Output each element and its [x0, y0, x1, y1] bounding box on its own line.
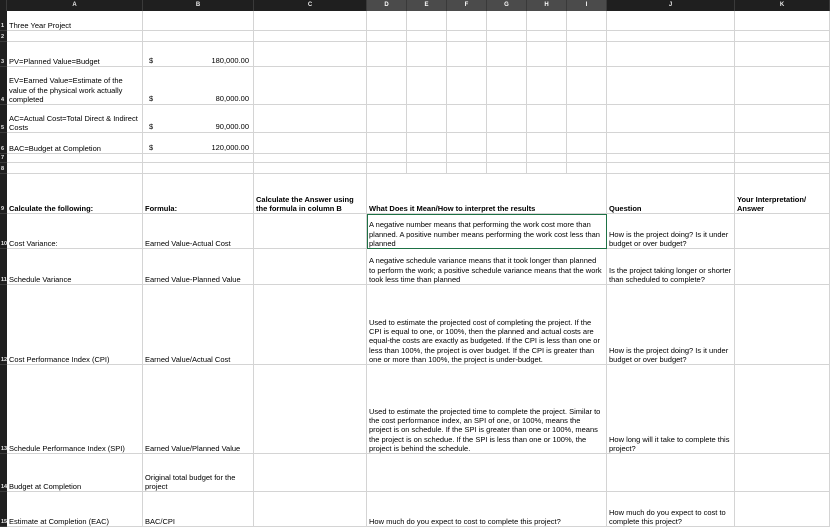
header-calculate[interactable]: Calculate the following:	[7, 174, 143, 214]
empty-cell[interactable]	[7, 154, 143, 163]
empty-cell[interactable]	[607, 163, 735, 174]
empty-cell[interactable]	[527, 31, 567, 42]
cell-b15-formula[interactable]: BAC/CPI	[143, 492, 254, 527]
cell-b10-formula[interactable]: Earned Value-Actual Cost	[143, 214, 254, 249]
cell-k11-answer[interactable]	[735, 249, 830, 285]
empty-cell[interactable]	[447, 133, 487, 154]
cell-j13-question[interactable]: How long will it take to complete this project?	[607, 365, 735, 454]
cell-k13-answer[interactable]	[735, 365, 830, 454]
cell-k14-answer[interactable]	[735, 454, 830, 492]
empty-cell[interactable]	[254, 133, 367, 154]
empty-cell[interactable]	[527, 11, 567, 31]
empty-cell[interactable]	[487, 11, 527, 31]
empty-cell[interactable]	[735, 154, 830, 163]
cell-d13-meaning[interactable]: Used to estimate the projected time to complete the project. Similar to the cost performance index, an SPI of one, or 100%, means the project is on schedule. If the SPI is greater than one or 100%, means the project is on schedue. If the SPI is less than one or 100%, the project is behind the schedule.	[367, 365, 607, 454]
empty-cell[interactable]	[567, 163, 607, 174]
cell-a12-name[interactable]: Cost Performance Index (CPI)	[7, 285, 143, 365]
empty-cell[interactable]	[254, 154, 367, 163]
cell-a10-name[interactable]: Cost Variance:	[7, 214, 143, 249]
empty-cell[interactable]	[567, 11, 607, 31]
cell-d15-meaning[interactable]: How much do you expect to cost to complete this project?	[367, 492, 607, 527]
cell-c15-answer[interactable]	[254, 492, 367, 527]
empty-cell[interactable]	[254, 163, 367, 174]
cell-a14-name[interactable]: Budget at Completion	[7, 454, 143, 492]
empty-cell[interactable]	[567, 154, 607, 163]
cell-b14-formula[interactable]: Original total budget for the project	[143, 454, 254, 492]
cell-c14-answer[interactable]	[254, 454, 367, 492]
col-header-b[interactable]: B	[143, 0, 254, 11]
col-header-e[interactable]: E	[407, 0, 447, 11]
empty-cell[interactable]	[447, 42, 487, 67]
empty-cell[interactable]	[487, 31, 527, 42]
cell-b12-formula[interactable]: Earned Value/Actual Cost	[143, 285, 254, 365]
header-meaning[interactable]: What Does it Mean/How to interpret the results	[367, 174, 607, 214]
empty-cell[interactable]	[735, 133, 830, 154]
empty-cell[interactable]	[487, 42, 527, 67]
empty-cell[interactable]	[607, 133, 735, 154]
empty-cell[interactable]	[367, 154, 407, 163]
col-header-g[interactable]: G	[487, 0, 527, 11]
row-header-6[interactable]: 6	[0, 133, 7, 154]
empty-cell[interactable]	[487, 67, 527, 105]
cell-j15-question[interactable]: How much do you expect to cost to complete this project?	[607, 492, 735, 527]
row-header-8[interactable]: 8	[0, 163, 7, 174]
cell-a5-ac-label[interactable]: AC=Actual Cost=Total Direct & Indirect Costs	[7, 105, 143, 133]
empty-cell[interactable]	[735, 31, 830, 42]
empty-cell[interactable]	[143, 31, 254, 42]
empty-cell[interactable]	[607, 154, 735, 163]
cell-j14-question[interactable]	[607, 454, 735, 492]
empty-cell[interactable]	[367, 11, 407, 31]
cell-k12-answer[interactable]	[735, 285, 830, 365]
row-header-12[interactable]: 12	[0, 285, 7, 365]
cell-a13-name[interactable]: Schedule Performance Index (SPI)	[7, 365, 143, 454]
col-header-c[interactable]: C	[254, 0, 367, 11]
cell-j11-question[interactable]: Is the project taking longer or shorter than scheduled to complete?	[607, 249, 735, 285]
empty-cell[interactable]	[607, 67, 735, 105]
empty-cell[interactable]	[527, 67, 567, 105]
empty-cell[interactable]	[735, 11, 830, 31]
col-header-a[interactable]: A	[7, 0, 143, 11]
header-answer[interactable]: Calculate the Answer using the formula in column B	[254, 174, 367, 214]
empty-cell[interactable]	[407, 154, 447, 163]
row-header-14[interactable]: 14	[0, 454, 7, 492]
empty-cell[interactable]	[487, 163, 527, 174]
cell-j12-question[interactable]: How is the project doing? Is it under budget or over budget?	[607, 285, 735, 365]
empty-cell[interactable]	[407, 163, 447, 174]
empty-cell[interactable]	[487, 105, 527, 133]
empty-cell[interactable]	[407, 105, 447, 133]
empty-cell[interactable]	[7, 31, 143, 42]
cell-c12-answer[interactable]	[254, 285, 367, 365]
empty-cell[interactable]	[367, 67, 407, 105]
empty-cell[interactable]	[527, 42, 567, 67]
row-header-9[interactable]: 9	[0, 174, 7, 214]
cell-b13-formula[interactable]: Earned Value/Planned Value	[143, 365, 254, 454]
cell-a3-pv-label[interactable]: PV=Planned Value=Budget	[7, 42, 143, 67]
cell-c11-answer[interactable]	[254, 249, 367, 285]
empty-cell[interactable]	[527, 105, 567, 133]
row-header-4[interactable]: 4	[0, 67, 7, 105]
empty-cell[interactable]	[607, 31, 735, 42]
header-question[interactable]: Question	[607, 174, 735, 214]
cell-b4-ev-amount[interactable]: $ 80,000.00	[143, 67, 254, 105]
row-header-1[interactable]: 1	[0, 11, 7, 31]
cell-k10-answer[interactable]	[735, 214, 830, 249]
empty-cell[interactable]	[607, 42, 735, 67]
empty-cell[interactable]	[447, 105, 487, 133]
empty-cell[interactable]	[447, 11, 487, 31]
row-header-13[interactable]: 13	[0, 365, 7, 454]
empty-cell[interactable]	[367, 133, 407, 154]
empty-cell[interactable]	[735, 67, 830, 105]
empty-cell[interactable]	[407, 31, 447, 42]
col-header-i[interactable]: I	[567, 0, 607, 11]
empty-cell[interactable]	[567, 67, 607, 105]
empty-cell[interactable]	[487, 154, 527, 163]
col-header-j[interactable]: J	[607, 0, 735, 11]
empty-cell[interactable]	[607, 105, 735, 133]
cell-b3-pv-amount[interactable]: $ 180,000.00	[143, 42, 254, 67]
empty-cell[interactable]	[735, 105, 830, 133]
empty-cell[interactable]	[407, 67, 447, 105]
empty-cell[interactable]	[735, 163, 830, 174]
empty-cell[interactable]	[567, 42, 607, 67]
cell-b11-formula[interactable]: Earned Value-Planned Value	[143, 249, 254, 285]
empty-cell[interactable]	[447, 31, 487, 42]
empty-cell[interactable]	[367, 42, 407, 67]
cell-a11-name[interactable]: Schedule Variance	[7, 249, 143, 285]
empty-cell[interactable]	[367, 163, 407, 174]
empty-cell[interactable]	[447, 67, 487, 105]
col-header-f[interactable]: F	[447, 0, 487, 11]
empty-cell[interactable]	[367, 31, 407, 42]
empty-cell[interactable]	[567, 31, 607, 42]
empty-cell[interactable]	[143, 163, 254, 174]
empty-cell[interactable]	[447, 163, 487, 174]
row-header-10[interactable]: 10	[0, 214, 7, 249]
empty-cell[interactable]	[527, 133, 567, 154]
empty-cell[interactable]	[567, 105, 607, 133]
empty-cell[interactable]	[407, 11, 447, 31]
empty-cell[interactable]	[487, 133, 527, 154]
empty-cell[interactable]	[367, 105, 407, 133]
cell-a6-bac-label[interactable]: BAC=Budget at Completion	[7, 133, 143, 154]
row-header-3[interactable]: 3	[0, 42, 7, 67]
empty-cell[interactable]	[527, 154, 567, 163]
cell-d14-meaning[interactable]	[367, 454, 607, 492]
cell-b5-ac-amount[interactable]: $ 90,000.00	[143, 105, 254, 133]
empty-cell[interactable]	[254, 105, 367, 133]
cell-d10-meaning-selected[interactable]: A negative number means that performing the work cost more than planned. A positive number means performing the work cost less than planned	[367, 214, 607, 249]
empty-cell[interactable]	[254, 67, 367, 105]
col-header-h[interactable]: H	[527, 0, 567, 11]
cell-d12-meaning[interactable]: Used to estimate the projected cost of completing the project. If the CPI is equal to one, or 100%, then the planned and actual costs are equal-the costs are exactly as budgeted. If the CPI is less than one or less than 100%, the project is over budget. If the CPI is greater than one or more than 100%, the project is under-budget.	[367, 285, 607, 365]
empty-cell[interactable]	[407, 133, 447, 154]
cell-j10-question[interactable]: How is the project doing? Is it under budget or over budget?	[607, 214, 735, 249]
col-header-k[interactable]: K	[735, 0, 830, 11]
row-header-5[interactable]: 5	[0, 105, 7, 133]
empty-cell[interactable]	[567, 133, 607, 154]
row-header-11[interactable]: 11	[0, 249, 7, 285]
header-interpretation[interactable]: Your Interpretation/ Answer	[735, 174, 830, 214]
empty-cell[interactable]	[254, 31, 367, 42]
col-header-d[interactable]: D	[367, 0, 407, 11]
empty-cell[interactable]	[254, 42, 367, 67]
empty-cell[interactable]	[407, 42, 447, 67]
empty-cell[interactable]	[607, 11, 735, 31]
empty-cell[interactable]	[143, 11, 254, 31]
cell-a4-ev-label[interactable]: EV=Earned Value=Estimate of the value of the physical work actually completed	[7, 67, 143, 105]
empty-cell[interactable]	[143, 154, 254, 163]
row-header-15[interactable]: 15	[0, 492, 7, 527]
cell-k15-answer[interactable]	[735, 492, 830, 527]
empty-cell[interactable]	[7, 163, 143, 174]
empty-cell[interactable]	[527, 163, 567, 174]
row-header-2[interactable]: 2	[0, 31, 7, 42]
cell-a1-title[interactable]: Three Year Project	[7, 11, 143, 31]
cell-d11-meaning[interactable]: A negative schedule variance means that it took longer than planned to perform the work; a positive schedule variance means that the work took less time than planned	[367, 249, 607, 285]
cell-c10-answer[interactable]	[254, 214, 367, 249]
empty-cell[interactable]	[254, 11, 367, 31]
header-formula[interactable]: Formula:	[143, 174, 254, 214]
empty-cell[interactable]	[735, 42, 830, 67]
cell-b6-bac-amount[interactable]: $ 120,000.00	[143, 133, 254, 154]
row-header-7[interactable]: 7	[0, 154, 7, 163]
empty-cell[interactable]	[447, 154, 487, 163]
cell-c13-answer[interactable]	[254, 365, 367, 454]
cell-a15-name[interactable]: Estimate at Completion (EAC)	[7, 492, 143, 527]
